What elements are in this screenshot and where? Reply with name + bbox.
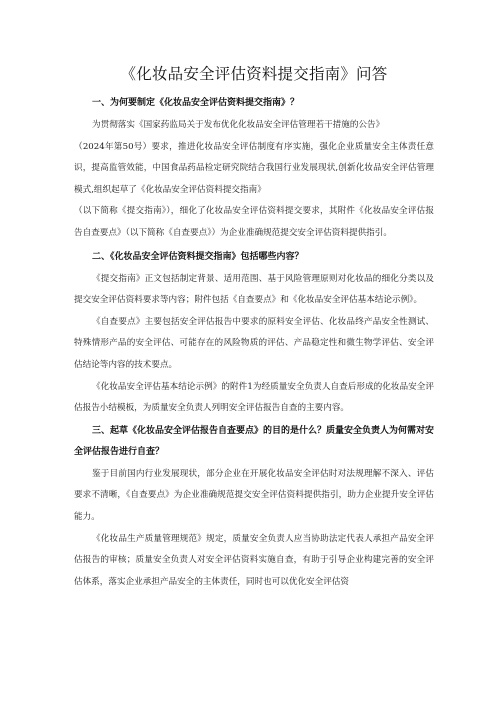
section-2-paragraph-1: 《提交指南》正文包括制定背景、适用范围、基于风险管理原则对化妆品的细化分类以及提交安全评估资料要求等内容；附件包括《自查要点》和《化妆品安全评估基本结论示例》。: [74, 273, 434, 306]
section-1-heading: 一、为何要制定《化妆品安全评估资料提交指南》？: [92, 98, 300, 108]
page-title: 《化妆品安全评估资料提交指南》问答: [120, 65, 388, 83]
section-3-paragraph-2: 《化妆品生产质量管理规范》规定，质量安全负责人应当协助法定代表人承担产品安全评估报告的审核；质量安全负责人对安全评估资料实施自查，有助于引导企业构建完善的安全评估体系，落实企业承担产品安全的主体责任，同时也可以优化安全评估资: [74, 533, 434, 587]
section-2-heading: 二、《化妆品安全评估资料提交指南》包括哪些内容？: [92, 251, 304, 262]
section-1-paragraph-3: （以下简称《提交指南》），细化了化妆品安全评估资料提交要求，其附件《化妆品安全评估报告自查要点》（以下简称《自查要点》）为企业准确规范提交安全评估资料提供指引。: [74, 206, 434, 238]
section-1-paragraph-1: 为贯彻落实《国家药监局关于发布优化化妆品安全评估管理若干措施的公告》: [92, 120, 385, 130]
section-3-heading: 三、起草《化妆品安全评估报告自查要点》的目的是什么？质量安全负责人为何需对安全评估报告进行自查？: [74, 425, 435, 457]
section-3-paragraph-1: 鉴于目前国内行业发展现状，部分企业在开展化妆品安全评估时对法规理解不深入、评估要求不清晰，《自查要点》为企业准确规范提交安全评估资料提供指引，助力企业提升安全评估能力。: [74, 468, 434, 522]
section-2-paragraph-2: 《自查要点》主要包括安全评估报告中要求的原料安全评估、化妆品终产品安全性测试、特殊情形产品的安全评估、可能存在的风险物质的评估、产品稳定性和微生物学评估、安全评估结论等内容的技术要点。: [74, 316, 434, 370]
section-2-paragraph-3: 《化妆品安全评估基本结论示例》的附件1为经质量安全负责人自查后形成的化妆品安全评估报告小结模板，为质量安全负责人列明安全评估报告自查的主要内容。: [74, 381, 434, 414]
section-1-paragraph-2: （2024年第50号）要求，推进化妆品安全评估制度有序实施，强化企业质量安全主体责任意识，提高监管效能，中国食品药品检定研究院结合我国行业发展现状,创新化妆品安全评估管理模式,组织起草了《化妆品安全评估资料提交指南》: [74, 141, 434, 195]
